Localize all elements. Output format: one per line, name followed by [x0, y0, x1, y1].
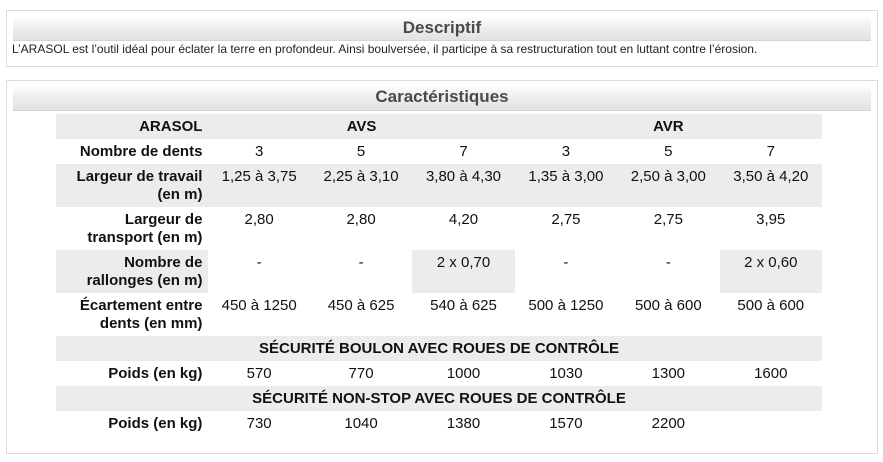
descriptif-text: L’ARASOL est l’outil idéal pour éclater la terre en profondeur. Ainsi boulversée, il participe à sa restructuration tout en luttant contre l’érosion. — [12, 42, 758, 56]
cell: 1380 — [446, 415, 481, 432]
row-label-line1: Nombre de — [124, 254, 203, 271]
cell: 7 — [459, 143, 468, 160]
cell: 1040 — [344, 415, 378, 432]
cell: 770 — [348, 365, 374, 382]
cell: 5 — [356, 143, 366, 160]
cell: 2200 — [651, 415, 686, 432]
cell: 2 x 0,70 — [412, 250, 514, 293]
cell: 2,75 — [551, 211, 581, 228]
cell: 3,95 — [756, 211, 786, 228]
cell: 1,35 à 3,00 — [528, 168, 604, 185]
cell: 500 à 1250 — [528, 297, 604, 314]
cell: 1000 — [446, 365, 481, 382]
cell: 3,50 à 4,20 — [733, 168, 809, 185]
model-name: ARASOL — [139, 118, 203, 135]
cell: 3,80 à 4,30 — [425, 168, 502, 185]
row-label: Poids (en kg) — [108, 415, 203, 432]
section-title-nonstop: SÉCURITÉ NON-STOP AVEC ROUES DE CONTRÔLE — [252, 390, 626, 407]
row-label-line1: Largeur de travail — [76, 168, 203, 185]
caracteristiques-panel — [6, 80, 878, 454]
cell: 500 à 600 — [737, 297, 805, 314]
row-label — [56, 164, 208, 207]
table-row-ecartement — [56, 293, 822, 336]
cell: 3 — [561, 143, 571, 160]
table-row-section-boulon — [56, 336, 822, 361]
group-avs: AVS — [346, 118, 377, 135]
cell: 1600 — [754, 365, 788, 382]
cell: 730 — [246, 415, 272, 432]
cell: 450 à 1250 — [221, 297, 297, 314]
cell: - — [515, 250, 617, 293]
cell: 2,50 à 3,00 — [630, 168, 706, 185]
row-label: Nombre de dents — [79, 143, 203, 160]
table-row-dents — [56, 139, 822, 164]
row-label — [56, 293, 208, 336]
cell: 2 x 0,60 — [720, 250, 822, 293]
cell: 570 — [246, 365, 272, 382]
cell: 4,20 — [448, 211, 479, 228]
table-row-largeur-travail — [56, 164, 822, 207]
cell: 1300 — [651, 365, 686, 382]
row-label-line2: (en m) — [157, 186, 203, 203]
cell: 7 — [766, 143, 775, 160]
descriptif-title: Descriptif — [13, 16, 871, 41]
specs-table — [56, 114, 822, 436]
cell: - — [208, 250, 309, 293]
table-row-poids-boulon — [56, 361, 822, 386]
row-label-line2: transport (en m) — [87, 229, 203, 246]
cell: 1,25 à 3,75 — [221, 168, 297, 185]
cell: - — [310, 250, 412, 293]
row-label: Poids (en kg) — [108, 365, 203, 382]
cell — [720, 411, 822, 436]
descriptif-panel — [6, 10, 878, 67]
cell: 2,80 — [244, 211, 274, 228]
table-row-section-nonstop — [56, 386, 822, 411]
cell: 3 — [254, 143, 264, 160]
row-label — [56, 207, 208, 250]
cell: - — [617, 250, 719, 293]
caracteristiques-title: Caractéristiques — [13, 84, 871, 111]
cell: 2,25 à 3,10 — [323, 168, 399, 185]
cell: 2,75 — [653, 211, 683, 228]
cell: 5 — [664, 143, 673, 160]
row-label-line2: dents (en mm) — [99, 315, 203, 332]
row-label-line1: Écartement entre — [79, 297, 203, 314]
cell: 540 à 625 — [430, 297, 497, 314]
table-row-rallonges — [56, 250, 822, 293]
cell: 2,80 — [346, 211, 376, 228]
row-label-line2: rallonges (en m) — [86, 272, 203, 289]
table-row-header — [56, 114, 822, 139]
cell: 1570 — [549, 415, 583, 432]
cell: 1030 — [549, 365, 583, 382]
cell: 500 à 600 — [634, 297, 702, 314]
section-title-boulon: SÉCURITÉ BOULON AVEC ROUES DE CONTRÔLE — [258, 340, 620, 357]
cell: 450 à 625 — [327, 297, 395, 314]
table-row-poids-nonstop — [56, 411, 822, 436]
table-row-largeur-transport — [56, 207, 822, 250]
row-label — [56, 250, 208, 293]
group-avr: AVR — [653, 118, 684, 135]
row-label-line1: Largeur de — [124, 211, 203, 228]
